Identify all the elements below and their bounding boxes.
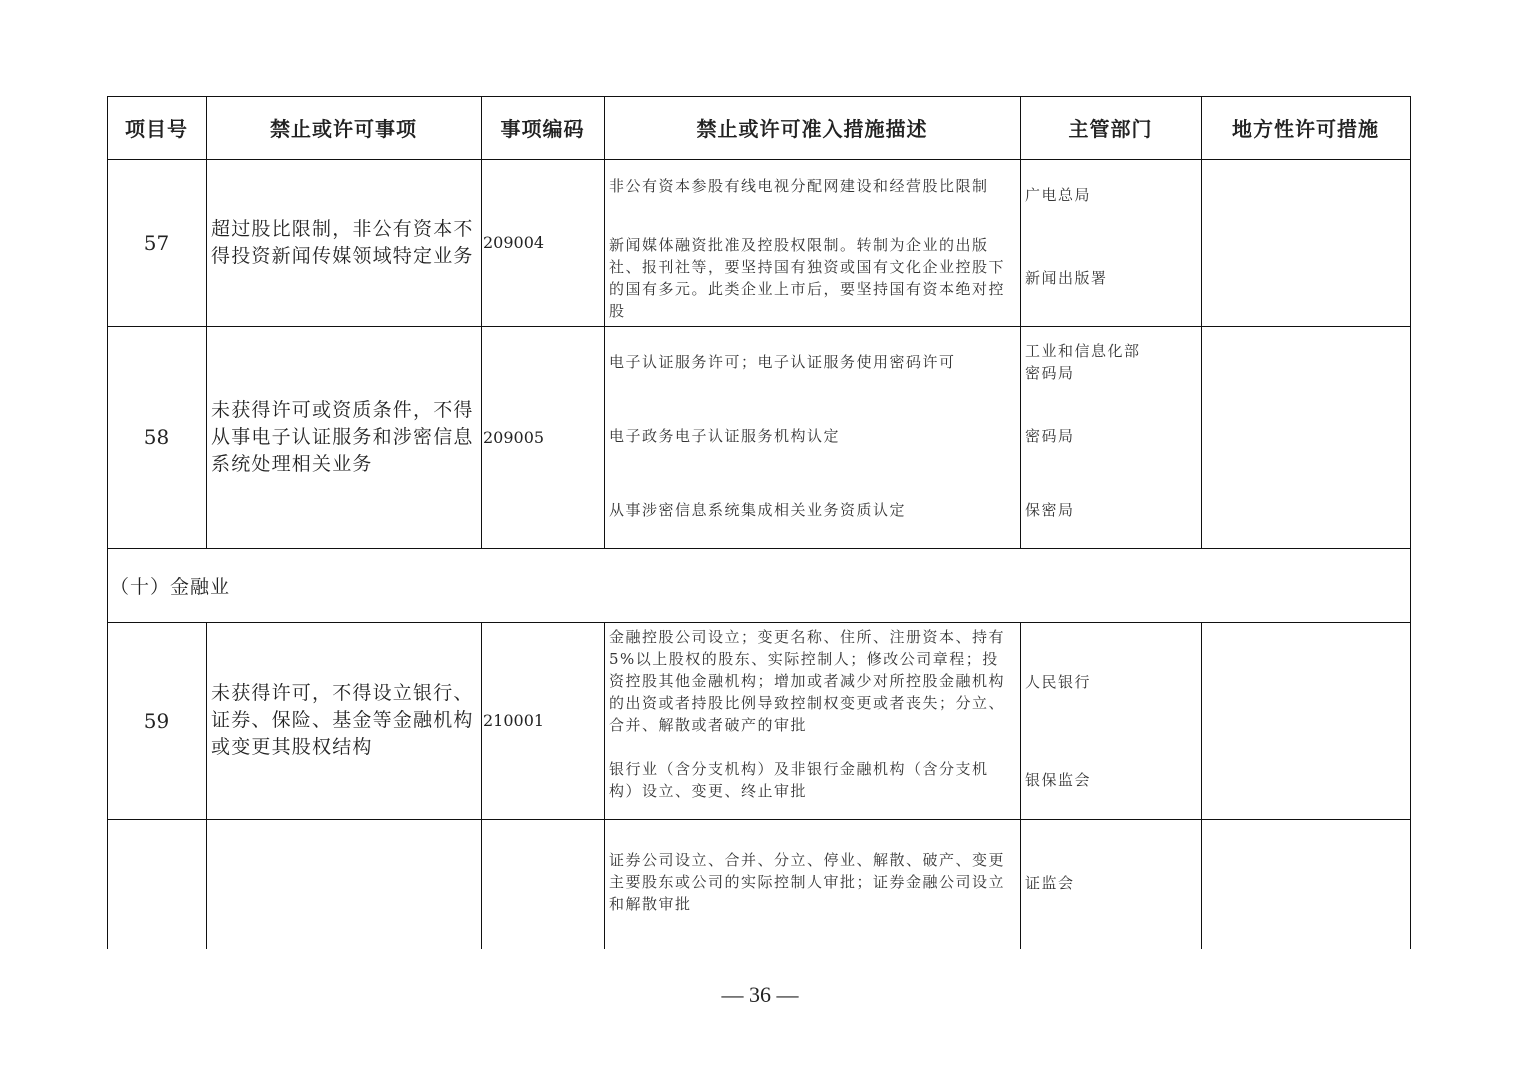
- row-59-measure-1-dept: 人民银行: [1025, 673, 1092, 691]
- col-divider: [604, 96, 605, 548]
- header-local-measures: 地方性许可措施: [1232, 117, 1379, 141]
- row-59-measure-2-desc: 银行业（含分支机构）及非银行金融机构（含分支机构）设立、变更、终止审批: [609, 760, 989, 800]
- row-cont-measure-1-desc: 证券公司设立、合并、分立、停业、解散、破产、变更主要股东或公司的实际控制人审批；证券金融公司设立和解散审批: [609, 851, 1006, 913]
- row-58-measure-3-dept: 保密局: [1025, 501, 1075, 519]
- page-number: — 36 —: [721, 982, 799, 1007]
- header-department: 主管部门: [1068, 117, 1153, 141]
- col-divider: [1201, 96, 1202, 548]
- row-58-measure-1-desc: 电子认证服务许可；电子认证服务使用密码许可: [609, 353, 956, 371]
- row-59-measure-2-dept: 银保监会: [1025, 771, 1092, 789]
- table-border-right: [1410, 96, 1411, 949]
- row-57-matter: 超过股比限制，非公有资本不得投资新闻传媒领域特定业务: [211, 217, 474, 267]
- row-cont-measure-1-dept: 证监会: [1025, 874, 1075, 892]
- row-59-measure-1-desc: 金融控股公司设立；变更名称、住所、注册资本、持有5%以上股权的股东、实际控制人；修改公司章程；投资控股其他金融机构；增加或者减少对所控股金融机构的出资或者持股比例导致控制权变更或者丧失；分立、合并、解散或者破产的审批: [609, 628, 1006, 734]
- row-57-code: 209004: [483, 233, 545, 252]
- row-58-measure-2-desc: 电子政务电子认证服务机构认定: [609, 427, 841, 445]
- row-58-matter: 未获得许可或资质条件，不得从事电子认证服务和涉密信息系统处理相关业务: [211, 398, 474, 475]
- row-59-code: 210001: [483, 711, 545, 730]
- header-item-no: 项目号: [125, 117, 188, 141]
- row-58-number: 58: [143, 425, 170, 449]
- row-57-measure-1-desc: 非公有资本参股有线电视分配网建设和经营股比限制: [609, 177, 989, 195]
- row-57-measure-1-dept: 广电总局: [1025, 186, 1092, 204]
- header-matter: 禁止或许可事项: [270, 117, 417, 141]
- section-title: （十）金融业: [110, 575, 231, 598]
- permit-table: [107, 96, 1411, 949]
- row-59-number: 59: [143, 708, 170, 733]
- col-divider: [1201, 622, 1202, 949]
- header-description: 禁止或许可准入措施描述: [696, 117, 928, 141]
- row-57-measure-2-dept: 新闻出版署: [1025, 269, 1108, 287]
- row-58-code: 209005: [483, 427, 545, 447]
- header-code: 事项编码: [500, 117, 585, 141]
- row-59-matter: 未获得许可，不得设立银行、证券、保险、基金等金融机构或变更其股权结构: [211, 682, 474, 758]
- col-divider: [1020, 96, 1021, 548]
- row-58-measure-2-dept: 密码局: [1025, 427, 1075, 445]
- row-57-number: 57: [143, 230, 170, 255]
- row-58-measure-3-desc: 从事涉密信息系统集成相关业务资质认定: [609, 501, 907, 519]
- row-58-measure-1-dept: 工业和信息化部 密码局: [1025, 342, 1141, 382]
- row-divider: [107, 819, 1411, 820]
- row-57-measure-2-desc: 新闻媒体融资批准及控股权限制。转制为企业的出版社、报刊社等，要坚持国有独资或国有文化企业控股下的国有多元。此类企业上市后，要坚持国有资本绝对控股: [609, 236, 1006, 320]
